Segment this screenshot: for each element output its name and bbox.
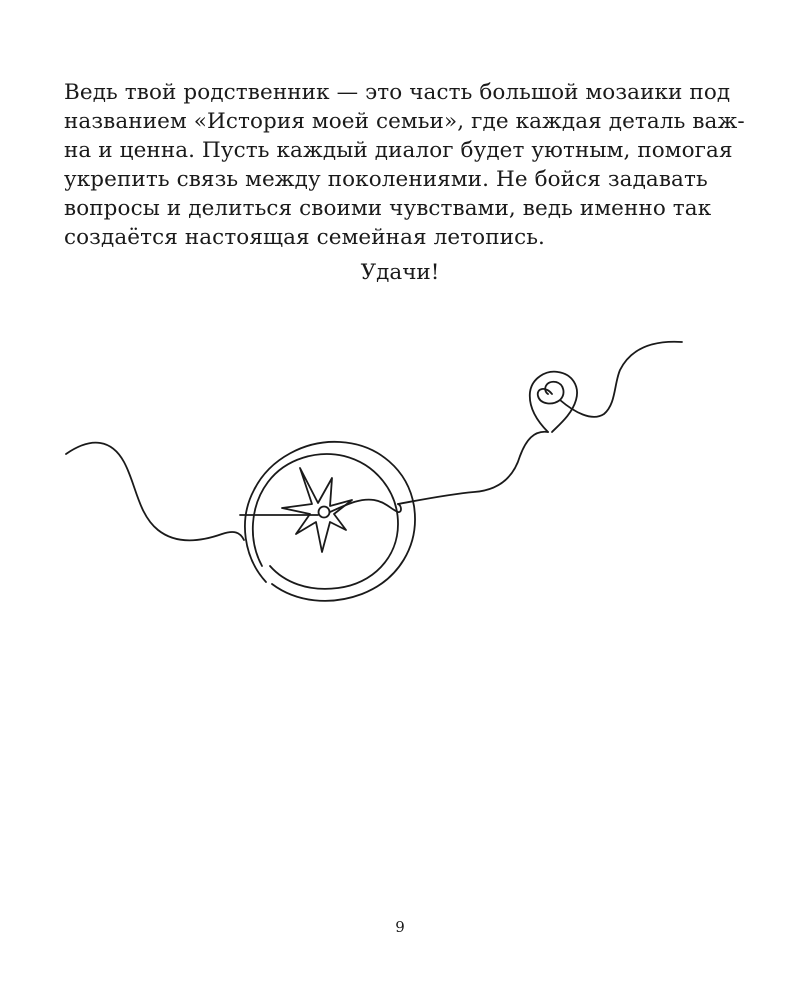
wavy-path-left [66,443,244,541]
closing-wish: Удачи! [360,260,440,285]
compass-icon [240,442,415,601]
page-number: 9 [395,918,405,936]
compass-ring-inner [253,454,398,589]
wavy-path-right [398,432,548,504]
paragraph-line-6: создаётся настоящая семейная летопись. [64,225,545,250]
paragraph-line-1: Ведь твой родственник — это часть большой мозаики под [64,80,731,105]
paragraph-line-4: укрепить связь между поколениями. Не бойся задавать [64,167,708,192]
paragraph-line-2: названием «История моей семьи», где каждая деталь важ- [64,109,745,134]
paragraph-line-3: на и ценна. Пусть каждый диалог будет уютным, помогая [64,138,733,163]
wavy-path-upper [560,342,682,417]
path-exit-right [330,500,401,512]
map-pin-icon [530,372,577,432]
body-paragraph [64,78,745,252]
compass-star [282,468,352,552]
paragraph-line-5: вопросы и делиться своими чувствами, ведь именно так [64,196,712,221]
compass-center [319,507,330,518]
line-art-illustration [0,320,800,660]
map-pin-outline [530,372,577,432]
